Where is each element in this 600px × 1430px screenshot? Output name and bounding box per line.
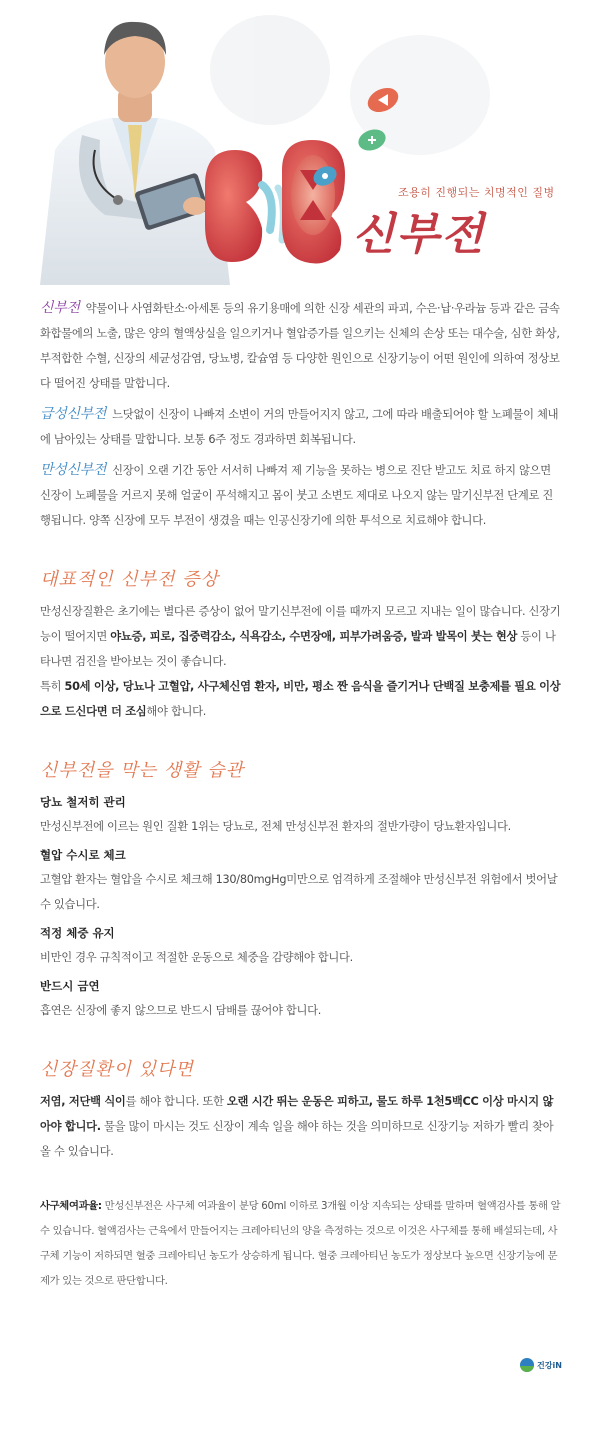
section-title-habits: 신부전을 막는 생활 습관 — [40, 760, 245, 781]
header-title: 신부전 — [352, 209, 486, 260]
kidney-disease-paragraph — [40, 1089, 562, 1164]
hero-illustration — [0, 0, 600, 285]
brand-logo — [520, 1358, 562, 1372]
background-kidney-shapes — [210, 15, 490, 155]
doctor-illustration — [40, 22, 230, 285]
symptoms-paragraph-1 — [40, 599, 562, 674]
text-span: 특히 — [40, 680, 65, 693]
intro-definition-acute — [40, 402, 562, 452]
term-renal-failure: 신부전 — [40, 300, 80, 316]
text-span: 해야 합니다. — [146, 705, 207, 718]
footnote-label: 사구체여과율: — [40, 1200, 102, 1212]
habit-item-weight — [40, 921, 562, 970]
hero-art — [0, 0, 600, 285]
habit-heading: 적정 체중 유지 — [40, 926, 115, 940]
habit-heading: 당뇨 철저히 관리 — [40, 795, 126, 809]
logo-text: 건강iN — [537, 1360, 562, 1370]
logo-icon — [520, 1358, 534, 1372]
bold-exercise-water: 오랜 시간 뛰는 운동은 피하고, 물도 하루 1천5백CC 이상 마시지 않아야 합니다. — [40, 1095, 554, 1133]
habit-heading: 반드시 금연 — [40, 979, 100, 993]
text-span: 물을 많이 마시는 것도 신장이 계속 일을 해야 하는 것을 의미하므로 신장기능 저하가 빨리 찾아올 수 있습니다. — [40, 1120, 554, 1158]
header-subtitle: 조용히 진행되는 치명적인 질병 — [398, 186, 555, 199]
intro-definition-chronic — [40, 458, 562, 533]
bold-symptom-list: 야뇨증, 피로, 집중력감소, 식욕감소, 수면장애, 피부가려움증, 발과 발목이 붓는 현상 — [110, 630, 518, 643]
habit-item-diabetes — [40, 790, 562, 839]
section-title-kidney-disease: 신장질환이 있다면 — [40, 1059, 194, 1080]
kidney-illustration — [205, 140, 345, 264]
intro-definition-renal-failure — [40, 296, 562, 396]
term-chronic-renal-failure: 만성신부전 — [40, 462, 107, 478]
text-span: 를 해야 합니다. 또한 — [125, 1095, 227, 1108]
footnote-text: 만성신부전은 사구체 여과율이 분당 60ml 이하로 3개월 이상 지속되는 상태를 말하며 혈액검사를 통해 알 수 있습니다. 혈액검사는 근육에서 만들어지는 크레아티닌의 양을 측정하는 것으로 이것은 사구체를 통해 배설되는데, 사구체 기능이 저하되면 혈중 크레아티닌 농도가 상승하게 됩니다. 혈중 크레아티닌 농도가 정상보다 높으면 신장기능에 문제가 있는 것으로 판단합니다. — [40, 1200, 561, 1287]
bold-diet: 저염, 저단백 식이 — [40, 1095, 126, 1108]
definition-text: 약물이나 사염화탄소·아세톤 등의 유기용매에 의한 신장 세관의 파괴, 수은·납·우라늄 등과 같은 금속화합물에의 노출, 많은 양의 혈액상실을 일으키거나 혈압증가를 일으키는 신체의 손상 또는 대수술, 심한 화상, 부적합한 수혈, 신장의 세균성감염, 당뇨병, 칼슘염 등 다양한 원인으로 신장기능이 어떤 원인에 의하여 정상보다 떨어진 상태를 말합니다. — [40, 302, 560, 390]
habit-text: 만성신부전에 이르는 원인 질환 1위는 당뇨로, 전체 만성신부전 환자의 절반가량이 당뇨환자입니다. — [40, 820, 511, 833]
habit-text: 고혈압 환자는 혈압을 수시로 체크해 130/80mgHg미만으로 엄격하게 조절해야 만성신부전 위험에서 벗어날 수 있습니다. — [40, 873, 558, 911]
text-span: 등이 나타나면 검진을 받아보는 것이 좋습니다. — [40, 630, 556, 668]
section-title-symptoms: 대표적인 신부전 증상 — [40, 569, 219, 590]
habit-text: 비만인 경우 규칙적이고 적절한 운동으로 체중을 감량해야 합니다. — [40, 951, 353, 964]
symptoms-paragraph-2 — [40, 674, 562, 724]
bold-risk-groups: 50세 이상, 당뇨나 고혈압, 사구체신염 환자, 비만, 평소 짠 음식을 즐기거나 단백질 보충제를 필요 이상으로 드신다면 더 조심 — [40, 680, 561, 718]
footnote-gfr — [40, 1194, 562, 1294]
habit-text: 흡연은 신장에 좋지 않으므로 반드시 담배를 끊어야 합니다. — [40, 1004, 322, 1017]
habit-item-blood-pressure — [40, 843, 562, 917]
definition-text: 느닷없이 신장이 나빠져 소변이 거의 만들어지지 않고, 그에 따라 배출되어야 할 노폐물이 체내에 남아있는 상태를 말합니다. 보통 6주 정도 경과하면 회복됩니다. — [40, 408, 559, 446]
definition-text: 신장이 오랜 기간 동안 서서히 나빠져 제 기능을 못하는 병으로 진단 받고도 치료 하지 않으면 신장이 노폐물을 거르지 못해 얼굴이 푸석해지고 몸이 붓고 소변도 제대로 나오지 않는 말기신부전 단계로 진행됩니다. 양쪽 신장에 모두 부전이 생겼을 때는 인공신장기에 의한 투석으로 치료해야 합니다. — [40, 464, 554, 527]
habit-item-smoking — [40, 974, 562, 1023]
article-body — [40, 296, 562, 1294]
text-span: 만성신장질환은 초기에는 별다른 증상이 없어 말기신부전에 이를 때까지 모르고 지내는 일이 많습니다. 신장기능이 떨어지면 — [40, 605, 561, 643]
term-acute-renal-failure: 급성신부전 — [40, 406, 107, 422]
habit-heading: 혈압 수시로 체크 — [40, 848, 126, 862]
